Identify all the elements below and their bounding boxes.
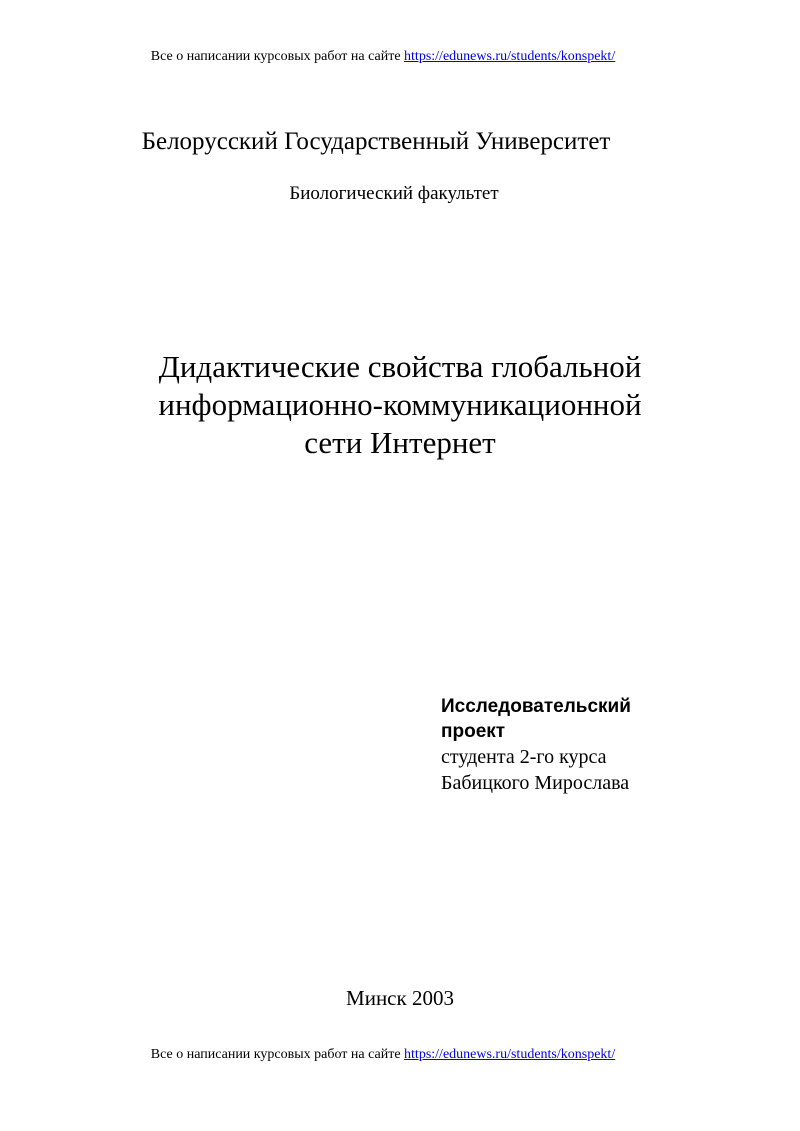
project-type-line: Исследовательский [441,696,631,717]
university-name: Белорусский Государственный Университет [141,128,611,155]
project-type [441,694,701,744]
title-line: Дидактические свойства глобальной [158,349,642,384]
document-title [100,348,700,462]
title-line: сети Интернет [304,425,496,460]
footer-note-text: Все о написании курсовых работ на сайте [150,1047,405,1062]
footer-site-link[interactable]: https://edunews.ru/students/konspekt/ [404,1047,616,1062]
header-note-text: Все о написании курсовых работ на сайте [150,49,405,64]
student-name: Бабицкого Мирослава [441,772,630,794]
project-type-line: проект [441,721,506,742]
project-info [441,694,701,796]
footer-note [0,1046,766,1064]
header-site-link[interactable]: https://edunews.ru/students/konspekt/ [404,49,616,64]
city-year: Минск 2003 [346,986,454,1010]
student-course: студента 2-го курса [441,746,607,768]
title-line: информационно-коммуникационной [158,387,642,422]
header-note [0,48,766,66]
faculty-name: Биологический факультет [289,183,499,204]
